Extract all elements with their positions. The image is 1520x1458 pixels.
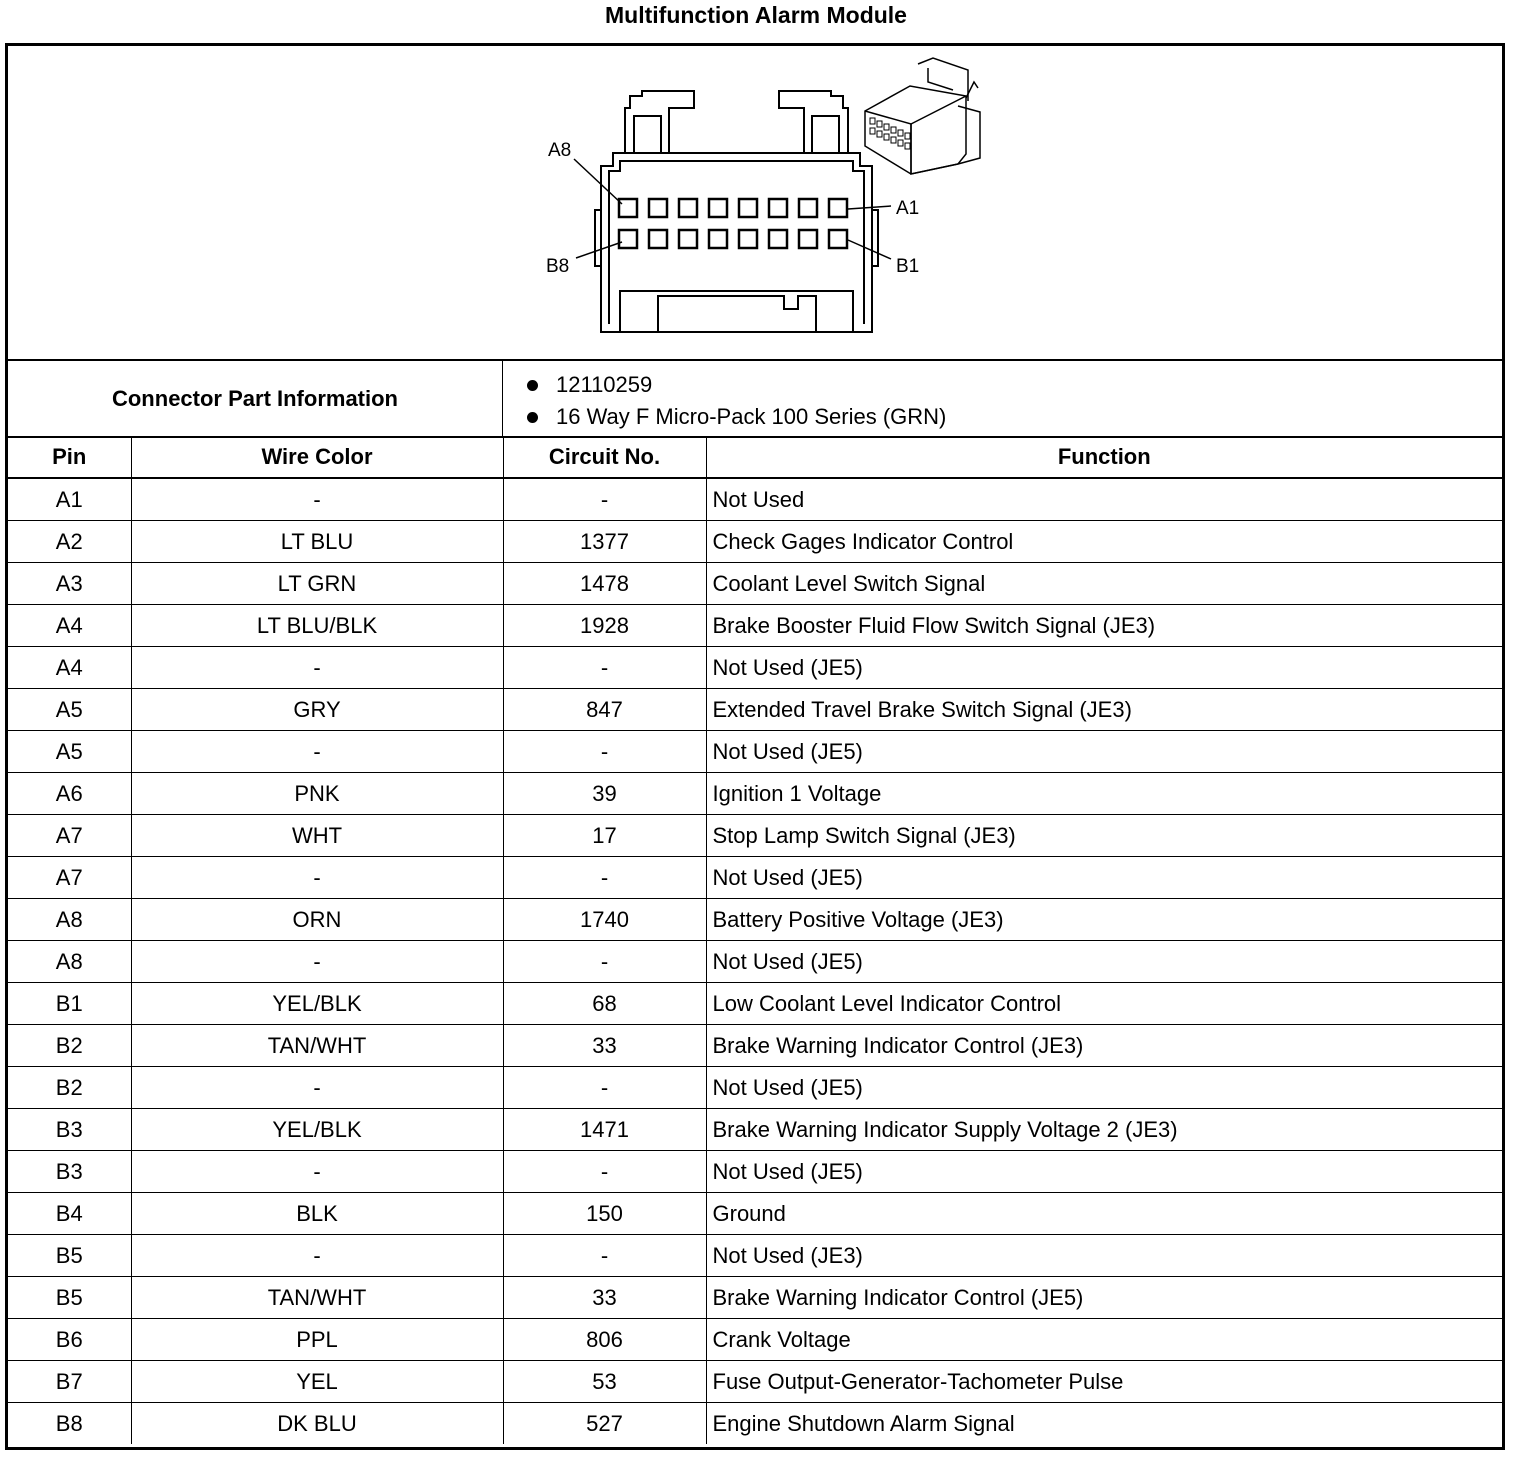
- connector-3d-view: [865, 58, 980, 174]
- table-row: [8, 1361, 1502, 1403]
- connector-description: 16 Way F Micro-Pack 100 Series (GRN): [556, 404, 947, 429]
- cell-wire-color: -: [131, 1235, 503, 1277]
- table-row: [8, 478, 1502, 521]
- cell-wire-color: -: [131, 1067, 503, 1109]
- cell-wire-color: TAN/WHT: [131, 1277, 503, 1319]
- cell-function: Stop Lamp Switch Signal (JE3): [706, 815, 1502, 857]
- cell-wire-color: YEL: [131, 1361, 503, 1403]
- col-header-circuit: Circuit No.: [503, 436, 706, 478]
- cell-pin: A7: [8, 857, 131, 899]
- cell-wire-color: -: [131, 478, 503, 521]
- cell-circuit: -: [503, 731, 706, 773]
- cell-circuit: 847: [503, 689, 706, 731]
- cell-circuit: -: [503, 1067, 706, 1109]
- cell-pin: A4: [8, 605, 131, 647]
- cell-circuit: 17: [503, 815, 706, 857]
- cell-pin: B4: [8, 1193, 131, 1235]
- cell-pin: B3: [8, 1151, 131, 1193]
- cell-function: Brake Warning Indicator Control (JE3): [706, 1025, 1502, 1067]
- cell-function: Coolant Level Switch Signal: [706, 563, 1502, 605]
- table-row: [8, 941, 1502, 983]
- table-row: [8, 857, 1502, 899]
- cell-pin: A5: [8, 689, 131, 731]
- table-row: [8, 563, 1502, 605]
- cell-pin: A3: [8, 563, 131, 605]
- table-row: [8, 899, 1502, 941]
- bullet-icon: [527, 412, 538, 423]
- table-row: [8, 521, 1502, 563]
- cell-function: Brake Warning Indicator Control (JE5): [706, 1277, 1502, 1319]
- cell-function: Not Used: [706, 478, 1502, 521]
- part-number: 12110259: [556, 372, 653, 397]
- cell-circuit: -: [503, 1151, 706, 1193]
- cell-wire-color: YEL/BLK: [131, 983, 503, 1025]
- cell-pin: A2: [8, 521, 131, 563]
- cell-circuit: 53: [503, 1361, 706, 1403]
- col-header-function: Function: [706, 436, 1502, 478]
- cell-function: Not Used (JE5): [706, 731, 1502, 773]
- cell-pin: B5: [8, 1235, 131, 1277]
- cell-pin: B2: [8, 1025, 131, 1067]
- cell-function: Extended Travel Brake Switch Signal (JE3): [706, 689, 1502, 731]
- cell-wire-color: BLK: [131, 1193, 503, 1235]
- list-item: [503, 369, 946, 401]
- cell-circuit: 527: [503, 1403, 706, 1445]
- col-header-pin: Pin: [8, 436, 131, 478]
- cell-circuit: 1740: [503, 899, 706, 941]
- cell-circuit: 33: [503, 1025, 706, 1067]
- table-row: [8, 1235, 1502, 1277]
- cell-function: Engine Shutdown Alarm Signal: [706, 1403, 1502, 1445]
- label-b1: B1: [896, 256, 920, 277]
- cell-circuit: 806: [503, 1319, 706, 1361]
- cell-function: Not Used (JE3): [706, 1235, 1502, 1277]
- table-row: [8, 605, 1502, 647]
- cell-circuit: -: [503, 1235, 706, 1277]
- cell-pin: B2: [8, 1067, 131, 1109]
- cell-wire-color: LT BLU: [131, 521, 503, 563]
- cell-function: Ground: [706, 1193, 1502, 1235]
- cell-function: Not Used (JE5): [706, 857, 1502, 899]
- cell-wire-color: -: [131, 731, 503, 773]
- table-row: [8, 983, 1502, 1025]
- cell-function: Not Used (JE5): [706, 1151, 1502, 1193]
- cell-wire-color: -: [131, 1151, 503, 1193]
- cell-wire-color: PNK: [131, 773, 503, 815]
- cell-pin: A4: [8, 647, 131, 689]
- cell-circuit: -: [503, 478, 706, 521]
- cell-pin: A1: [8, 478, 131, 521]
- label-a8: A8: [548, 140, 572, 161]
- table-row: [8, 1109, 1502, 1151]
- cell-circuit: -: [503, 941, 706, 983]
- cell-circuit: 39: [503, 773, 706, 815]
- table-row: [8, 1403, 1502, 1445]
- cell-circuit: 1478: [503, 563, 706, 605]
- cell-wire-color: -: [131, 647, 503, 689]
- connector-part-info-label: Connector Part Information: [8, 361, 503, 436]
- connector-part-information: [8, 361, 1502, 438]
- pin-cavities: [619, 199, 847, 248]
- cell-function: Brake Booster Fluid Flow Switch Signal (JE3): [706, 605, 1502, 647]
- cell-wire-color: LT GRN: [131, 563, 503, 605]
- cell-pin: B1: [8, 983, 131, 1025]
- cell-function: Low Coolant Level Indicator Control: [706, 983, 1502, 1025]
- cell-function: Crank Voltage: [706, 1319, 1502, 1361]
- cell-circuit: 1471: [503, 1109, 706, 1151]
- cell-pin: A8: [8, 899, 131, 941]
- cell-circuit: 33: [503, 1277, 706, 1319]
- cell-pin: A8: [8, 941, 131, 983]
- table-row: [8, 1193, 1502, 1235]
- cell-function: Not Used (JE5): [706, 941, 1502, 983]
- cell-pin: A7: [8, 815, 131, 857]
- table-row: [8, 815, 1502, 857]
- cell-function: Brake Warning Indicator Supply Voltage 2 (JE3): [706, 1109, 1502, 1151]
- cell-function: Ignition 1 Voltage: [706, 773, 1502, 815]
- bullet-icon: [527, 380, 538, 391]
- table-row: [8, 1067, 1502, 1109]
- connector-diagram: [8, 46, 1502, 361]
- label-b8: B8: [546, 256, 570, 277]
- cell-pin: B6: [8, 1319, 131, 1361]
- cell-circuit: -: [503, 647, 706, 689]
- cell-pin: B7: [8, 1361, 131, 1403]
- page-title: Multifunction Alarm Module: [605, 2, 907, 28]
- cell-wire-color: ORN: [131, 899, 503, 941]
- cell-function: Check Gages Indicator Control: [706, 521, 1502, 563]
- cell-pin: B5: [8, 1277, 131, 1319]
- cell-wire-color: GRY: [131, 689, 503, 731]
- table-row: [8, 1319, 1502, 1361]
- table-row: [8, 689, 1502, 731]
- cell-wire-color: TAN/WHT: [131, 1025, 503, 1067]
- col-header-wire-color: Wire Color: [131, 436, 503, 478]
- table-row: [8, 773, 1502, 815]
- table-header-row: [8, 436, 1502, 478]
- connector-table-frame: [5, 43, 1505, 1450]
- cell-wire-color: PPL: [131, 1319, 503, 1361]
- cell-wire-color: -: [131, 941, 503, 983]
- connector-face-drawing: [8, 46, 1502, 359]
- table-row: [8, 1025, 1502, 1067]
- table-row: [8, 1277, 1502, 1319]
- connector-part-info-list: [503, 369, 946, 433]
- pinout-table: [8, 436, 1502, 1444]
- cell-wire-color: LT BLU/BLK: [131, 605, 503, 647]
- cell-circuit: 68: [503, 983, 706, 1025]
- list-item: [503, 401, 946, 433]
- cell-wire-color: DK BLU: [131, 1403, 503, 1445]
- cell-function: Not Used (JE5): [706, 1067, 1502, 1109]
- cell-pin: B3: [8, 1109, 131, 1151]
- cell-pin: A5: [8, 731, 131, 773]
- cell-circuit: 1928: [503, 605, 706, 647]
- cell-function: Battery Positive Voltage (JE3): [706, 899, 1502, 941]
- cell-wire-color: WHT: [131, 815, 503, 857]
- cell-wire-color: YEL/BLK: [131, 1109, 503, 1151]
- table-row: [8, 647, 1502, 689]
- cell-circuit: -: [503, 857, 706, 899]
- cell-pin: A6: [8, 773, 131, 815]
- label-a1: A1: [896, 198, 920, 219]
- cell-circuit: 150: [503, 1193, 706, 1235]
- cell-function: Fuse Output-Generator-Tachometer Pulse: [706, 1361, 1502, 1403]
- table-row: [8, 731, 1502, 773]
- table-row: [8, 1151, 1502, 1193]
- cell-circuit: 1377: [503, 521, 706, 563]
- cell-pin: B8: [8, 1403, 131, 1445]
- cell-function: Not Used (JE5): [706, 647, 1502, 689]
- cell-wire-color: -: [131, 857, 503, 899]
